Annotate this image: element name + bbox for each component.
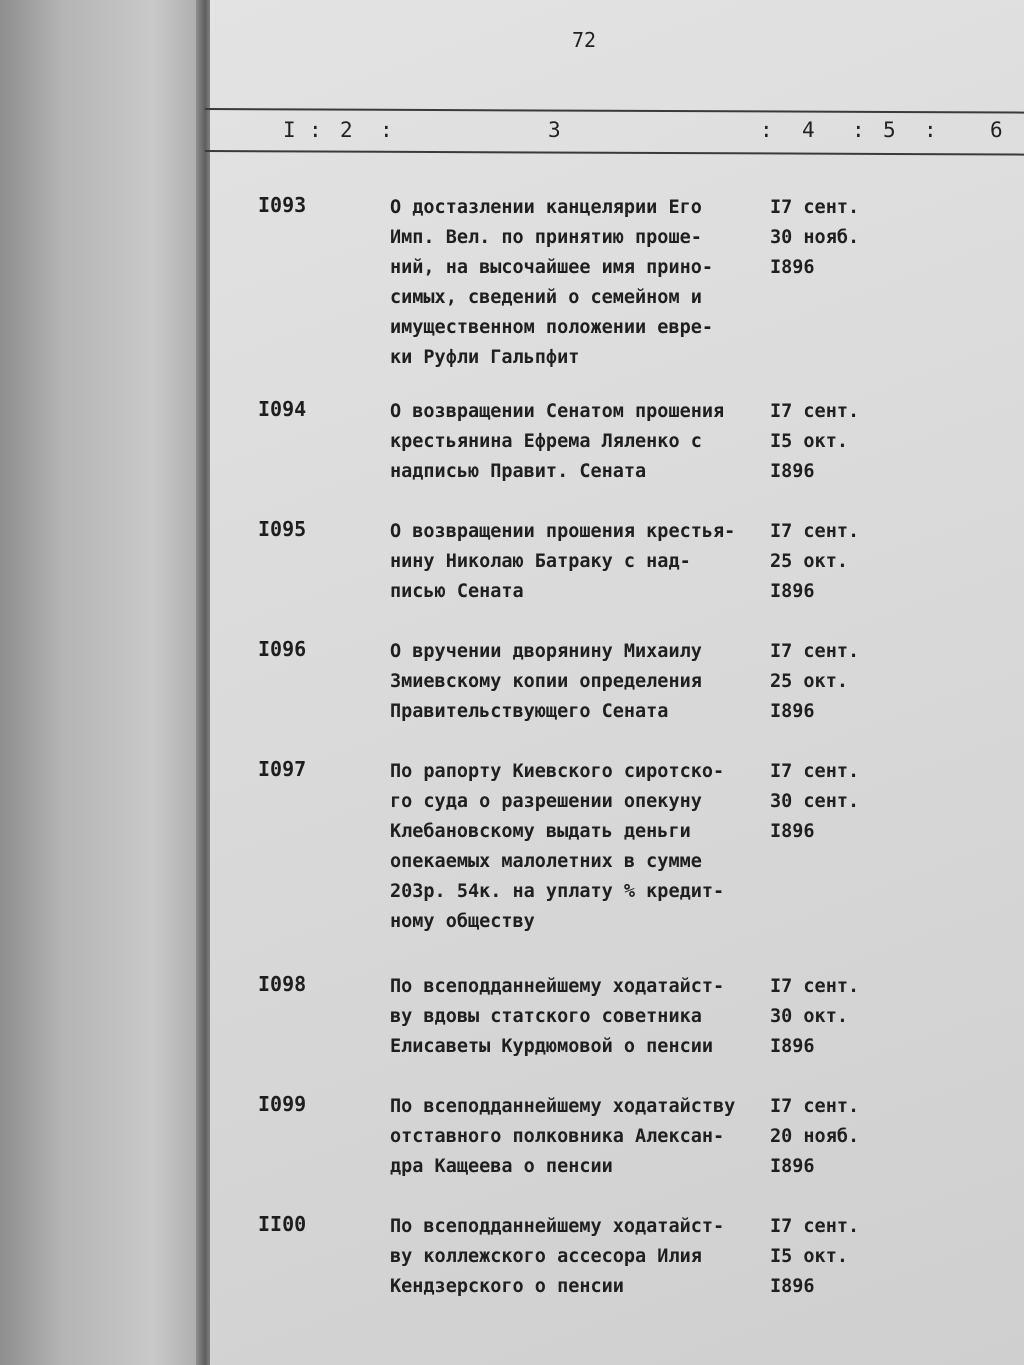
description-line: О вручении дворянину Михаилу — [390, 641, 702, 662]
entry-dates — [770, 397, 900, 487]
description-line: ву коллежского ассесора Илия — [390, 1246, 702, 1267]
column-header-5: 5 — [883, 118, 896, 142]
description-line: О достазлении канцелярии Его — [390, 197, 702, 218]
description-line: Елисаветы Курдюмовой о пенсии — [390, 1036, 714, 1057]
entry-description — [390, 972, 780, 1062]
description-line: го суда о разрешении опекуну — [390, 791, 702, 812]
entry-number: II00 — [258, 1212, 307, 1236]
year: I896 — [770, 1276, 815, 1297]
year: I896 — [770, 701, 815, 722]
entry-description — [390, 517, 780, 607]
description-line: О возвращении прошения крестья- — [390, 521, 736, 542]
start-date: I7 сент. — [770, 521, 860, 542]
year: I896 — [770, 1156, 815, 1177]
description-line: ний, на высочайшее имя прино- — [390, 257, 714, 278]
entry-dates — [770, 757, 900, 847]
description-line: По рапорту Киевского сиротско- — [390, 761, 725, 782]
description-line: опекаемых малолетних в сумме — [390, 851, 702, 872]
description-line: О возвращении Сенатом прошения — [390, 401, 725, 422]
end-date: 30 сент. — [770, 791, 860, 812]
column-separator: : — [309, 118, 322, 142]
end-date: 30 окт. — [770, 1006, 848, 1027]
column-header-3: 3 — [548, 118, 561, 142]
entry-description — [390, 1092, 780, 1182]
start-date: I7 сент. — [770, 976, 860, 997]
description-line: ву вдовы статского советника — [390, 1006, 702, 1027]
description-line: нину Николаю Батраку с над- — [390, 551, 691, 572]
start-date: I7 сент. — [770, 197, 860, 218]
entry-dates — [770, 637, 900, 727]
column-header-2: 2 — [340, 118, 353, 142]
column-separator: : — [852, 118, 865, 142]
description-line: Змиевскому копии определения — [390, 671, 702, 692]
entry-number: I096 — [258, 637, 307, 661]
entry-description — [390, 193, 780, 373]
description-line: ному обществу — [390, 911, 535, 932]
description-line: отставного полковника Алексан- — [390, 1126, 725, 1147]
description-line: надписью Правит. Сената — [390, 461, 647, 482]
description-line: крестьянина Ефрема Ляленко с — [390, 431, 702, 452]
description-line: ки Руфли Гальпфит — [390, 347, 580, 368]
year: I896 — [770, 581, 815, 602]
entry-description — [390, 757, 780, 937]
description-line: имущественном положении евре- — [390, 317, 714, 338]
entry-dates — [770, 972, 900, 1062]
column-separator: : — [380, 118, 393, 142]
page-number: 72 — [572, 28, 597, 52]
entry-number: I097 — [258, 757, 307, 781]
end-date: I5 окт. — [770, 1246, 848, 1267]
year: I896 — [770, 1036, 815, 1057]
column-header-6: 6 — [990, 118, 1003, 142]
left-page — [0, 0, 205, 1365]
column-separator: : — [760, 118, 773, 142]
entry-dates — [770, 1212, 900, 1302]
year: I896 — [770, 257, 815, 278]
start-date: I7 сент. — [770, 401, 860, 422]
entry-dates — [770, 517, 900, 607]
start-date: I7 сент. — [770, 641, 860, 662]
description-line: Клебановскому выдать деньги — [390, 821, 691, 842]
description-line: Кендзерского о пенсии — [390, 1276, 624, 1297]
column-header-4: 4 — [802, 118, 815, 142]
description-line: По всеподданнейшему ходатайст- — [390, 1216, 725, 1237]
entry-description — [390, 397, 780, 487]
description-line: Имп. Вел. по принятию проше- — [390, 227, 702, 248]
entry-dates — [770, 1092, 900, 1182]
start-date: I7 сент. — [770, 1096, 860, 1117]
entry-number: I099 — [258, 1092, 307, 1116]
end-date: 30 нояб. — [770, 227, 860, 248]
entry-dates — [770, 193, 900, 283]
description-line: дра Кащеева о пенсии — [390, 1156, 613, 1177]
entry-number: I094 — [258, 397, 307, 421]
description-line: Правительствующего Сената — [390, 701, 669, 722]
start-date: I7 сент. — [770, 1216, 860, 1237]
description-line: 203р. 54к. на уплату % кредит- — [390, 881, 725, 902]
description-line: По всеподданнейшему ходатайст- — [390, 976, 725, 997]
column-header-1: I — [283, 118, 296, 142]
entry-description — [390, 637, 780, 727]
entry-number: I098 — [258, 972, 307, 996]
entry-number: I095 — [258, 517, 307, 541]
entry-number: I093 — [258, 193, 307, 217]
end-date: 25 окт. — [770, 551, 848, 572]
year: I896 — [770, 821, 815, 842]
description-line: писью Сената — [390, 581, 524, 602]
year: I896 — [770, 461, 815, 482]
description-line: симых, сведений о семейном и — [390, 287, 702, 308]
end-date: I5 окт. — [770, 431, 848, 452]
start-date: I7 сент. — [770, 761, 860, 782]
entry-description — [390, 1212, 780, 1302]
description-line: По всеподданнейшему ходатайству — [390, 1096, 736, 1117]
column-separator: : — [924, 118, 937, 142]
end-date: 20 нояб. — [770, 1126, 860, 1147]
end-date: 25 окт. — [770, 671, 848, 692]
